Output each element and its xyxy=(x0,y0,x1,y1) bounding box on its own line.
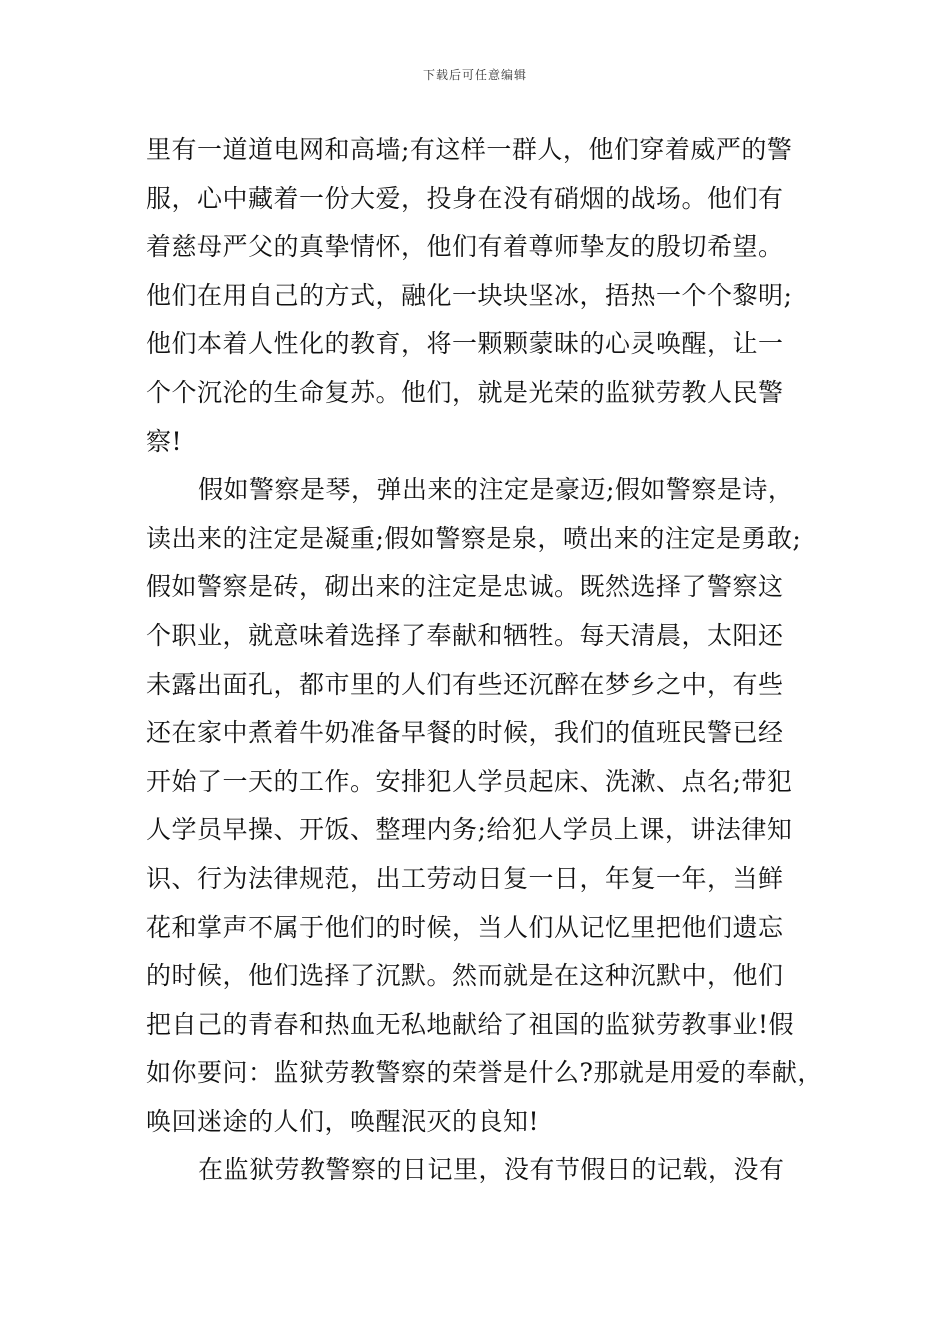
text-line: 唤回迷途的人们，唤醒泯灭的良知! xyxy=(146,1106,540,1136)
text-line: 识、行为法律规范，出工劳动日复一日，年复一年，当鲜 xyxy=(146,863,784,893)
text-line: 花和掌声不属于他们的时候，当人们从记忆里把他们遗忘 xyxy=(146,912,784,942)
document-body xyxy=(146,126,823,1195)
text-line: 服，心中藏着一份大爱，投身在没有硝烟的战场。他们有 xyxy=(146,183,784,213)
text-line: 开始了一天的工作。安排犯人学员起床、洗漱、点名;带犯 xyxy=(146,766,793,796)
text-line: 未露出面孔，都市里的人们有些还沉醉在梦乡之中，有些 xyxy=(146,669,784,699)
text-line: 个职业，就意味着选择了奉献和牺牲。每天清晨，太阳还 xyxy=(146,620,784,650)
text-line: 假如警察是琴，弹出来的注定是豪迈;假如警察是诗， xyxy=(198,475,794,505)
text-line: 里有一道道电网和高墙;有这样一群人，他们穿着威严的警 xyxy=(146,135,793,164)
text-line: 在监狱劳教警察的日记里，没有节假日的记载，没有 xyxy=(198,1155,785,1185)
text-line: 他们在用自己的方式，融化一块块坚冰，捂热一个个黎明; xyxy=(146,280,793,310)
text-line: 个个沉沦的生命复苏。他们，就是光荣的监狱劳教人民警 xyxy=(146,377,784,407)
text-line: 还在家中煮着牛奶准备早餐的时候，我们的值班民警已经 xyxy=(146,718,784,748)
text-line: 把自己的青春和热血无私地献给了祖国的监狱劳教事业!假 xyxy=(146,1009,795,1039)
page-header: 下载后可任意编辑 xyxy=(422,68,527,82)
text-line: 察! xyxy=(146,426,183,456)
text-line: 着慈母严父的真挚情怀，他们有着尊师挚友的殷切希望。 xyxy=(146,232,784,262)
text-line: 假如警察是砖，砌出来的注定是忠诚。既然选择了警察这 xyxy=(146,572,784,602)
text-line: 如你要问：监狱劳教警察的荣誉是什么?那就是用爱的奉献， xyxy=(146,1058,823,1088)
text-line: 读出来的注定是凝重;假如警察是泉，喷出来的注定是勇敢; xyxy=(146,523,802,553)
paragraph-2 xyxy=(146,466,823,1146)
paragraph-1 xyxy=(146,126,816,466)
text-line: 他们本着人性化的教育，将一颗颗蒙昧的心灵唤醒，让一 xyxy=(146,329,784,359)
text-line: 人学员早操、开饭、整理内务;给犯人学员上课，讲法律知 xyxy=(146,815,793,845)
text-line: 的时候，他们选择了沉默。然而就是在这种沉默中，他们 xyxy=(146,961,784,991)
paragraph-3 xyxy=(146,1146,816,1195)
